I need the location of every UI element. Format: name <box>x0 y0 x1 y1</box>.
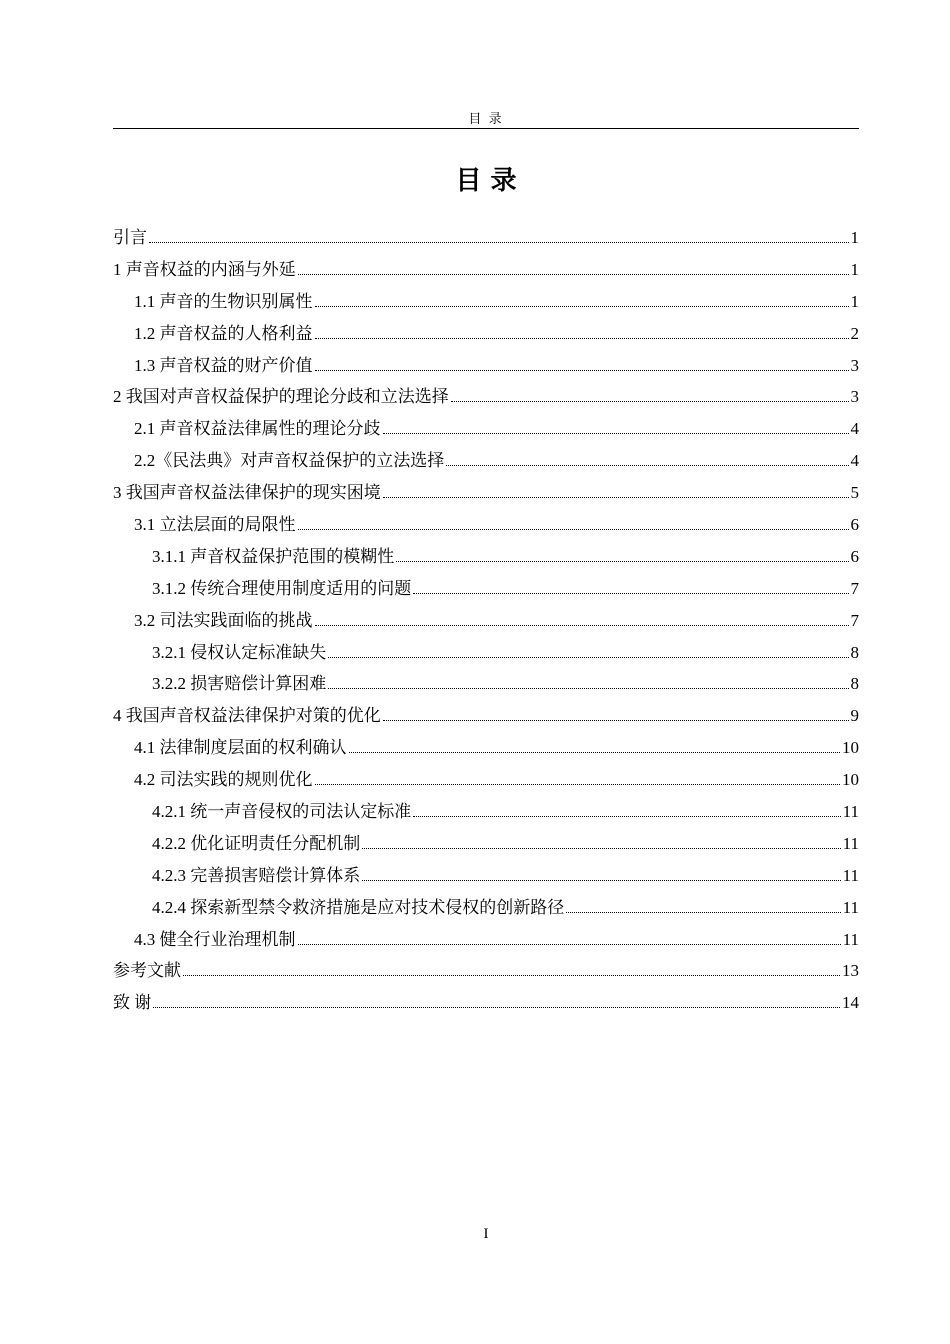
toc-dot-leader <box>383 497 849 498</box>
toc-entry-text: 3.2 司法实践面临的挑战 <box>134 610 313 630</box>
toc-dot-leader <box>315 625 849 626</box>
toc-dot-leader <box>413 816 840 817</box>
page-title: 目 录 <box>455 166 517 196</box>
toc-dot-leader <box>298 944 841 945</box>
toc-entry-text: 2.1 声音权益法律属性的理论分歧 <box>134 419 381 439</box>
toc-page-number: 13 <box>842 961 859 981</box>
page-number: I <box>483 1226 489 1242</box>
toc-entry-text: 1 声音权益的内涵与外延 <box>113 259 296 279</box>
toc-page-number: 8 <box>850 674 859 694</box>
toc-dot-leader <box>183 975 840 976</box>
toc-page-number: 11 <box>842 929 859 949</box>
toc-entry[interactable] <box>113 352 859 384</box>
toc-entry[interactable] <box>113 957 859 989</box>
toc-entry-text: 4.2.4 探索新型禁令救济措施是应对技术侵权的创新路径 <box>152 897 565 917</box>
toc-dot-leader <box>153 1007 840 1008</box>
toc-page-number: 4 <box>850 419 859 439</box>
toc-entry-text: 1.1 声音的生物识别属性 <box>134 291 313 311</box>
toc-dot-leader <box>362 880 840 881</box>
toc-entry[interactable] <box>113 383 859 415</box>
toc-entry-text: 4.2 司法实践的规则优化 <box>134 770 313 790</box>
running-header: 目 录 <box>468 111 504 126</box>
toc-entry[interactable] <box>113 607 859 639</box>
toc-dot-leader <box>383 720 849 721</box>
toc-entry[interactable] <box>113 320 859 352</box>
toc-entry[interactable] <box>113 575 859 607</box>
toc-page-number: 7 <box>850 610 859 630</box>
toc-entry-text: 3 我国声音权益法律保护的现实困境 <box>113 483 381 503</box>
toc-dot-leader <box>315 370 849 371</box>
toc-entry-text: 4.2.2 优化证明责任分配机制 <box>152 833 361 853</box>
toc-entry[interactable] <box>113 702 859 734</box>
toc-entry[interactable] <box>113 447 859 479</box>
toc-entry[interactable] <box>113 830 859 862</box>
toc-entry[interactable] <box>113 894 859 926</box>
toc-entry[interactable] <box>113 224 859 256</box>
table-of-contents <box>113 224 859 1021</box>
toc-entry-text: 3.1 立法层面的局限性 <box>134 515 296 535</box>
toc-page-number: 3 <box>850 387 859 407</box>
toc-page-number: 1 <box>850 259 859 279</box>
toc-page-number: 6 <box>850 546 859 566</box>
toc-page-number: 10 <box>842 738 859 758</box>
toc-page-number: 11 <box>842 897 859 917</box>
toc-entry[interactable] <box>113 288 859 320</box>
toc-page-number: 11 <box>842 833 859 853</box>
toc-dot-leader <box>413 593 848 594</box>
toc-entry[interactable] <box>113 639 859 671</box>
toc-entry-text: 引言 <box>113 228 147 247</box>
toc-dot-leader <box>396 561 848 562</box>
toc-entry[interactable] <box>113 479 859 511</box>
toc-dot-leader <box>451 401 849 402</box>
toc-entry[interactable] <box>113 734 859 766</box>
toc-page-number: 11 <box>842 802 859 822</box>
toc-entry-text: 4.1 法律制度层面的权利确认 <box>134 738 347 758</box>
toc-entry-text: 2.2《民法典》对声音权益保护的立法选择 <box>134 451 445 471</box>
toc-dot-leader <box>328 688 848 689</box>
toc-entry-text: 3.1.1 声音权益保护范围的模糊性 <box>152 546 395 566</box>
toc-dot-leader <box>446 465 848 466</box>
toc-dot-leader <box>315 784 841 785</box>
toc-page-number: 3 <box>850 355 859 375</box>
toc-entry[interactable] <box>113 415 859 447</box>
toc-page-number: 9 <box>850 706 859 726</box>
toc-entry-text: 3.1.2 传统合理使用制度适用的问题 <box>152 578 412 598</box>
toc-page-number: 2 <box>850 323 859 343</box>
toc-dot-leader <box>149 242 849 243</box>
toc-page-number: 1 <box>850 228 859 247</box>
toc-entry[interactable] <box>113 670 859 702</box>
header-rule <box>113 128 859 129</box>
toc-entry-text: 1.3 声音权益的财产价值 <box>134 355 313 375</box>
toc-entry-text: 3.2.1 侵权认定标准缺失 <box>152 642 327 662</box>
toc-entry-text: 2 我国对声音权益保护的理论分歧和立法选择 <box>113 387 449 407</box>
toc-entry-text: 致 谢 <box>113 993 152 1013</box>
toc-page-number: 14 <box>842 993 859 1013</box>
toc-entry-text: 4.2.1 统一声音侵权的司法认定标准 <box>152 802 412 822</box>
toc-dot-leader <box>566 912 840 913</box>
toc-entry[interactable] <box>113 989 859 1021</box>
toc-page-number: 10 <box>842 770 859 790</box>
toc-page-number: 11 <box>842 865 859 885</box>
toc-page-number: 6 <box>850 515 859 535</box>
toc-entry-text: 4 我国声音权益法律保护对策的优化 <box>113 706 381 726</box>
toc-entry[interactable] <box>113 926 859 958</box>
toc-page-number: 7 <box>850 578 859 598</box>
toc-entry[interactable] <box>113 543 859 575</box>
toc-dot-leader <box>362 848 840 849</box>
toc-entry[interactable] <box>113 798 859 830</box>
toc-page-number: 8 <box>850 642 859 662</box>
toc-dot-leader <box>315 338 849 339</box>
toc-dot-leader <box>298 274 849 275</box>
toc-entry[interactable] <box>113 256 859 288</box>
toc-dot-leader <box>298 529 849 530</box>
toc-entry-text: 1.2 声音权益的人格利益 <box>134 323 313 343</box>
toc-entry-text: 4.2.3 完善损害赔偿计算体系 <box>152 865 361 885</box>
toc-entry-text: 4.3 健全行业治理机制 <box>134 929 296 949</box>
toc-entry[interactable] <box>113 511 859 543</box>
toc-dot-leader <box>328 657 848 658</box>
toc-dot-leader <box>315 306 849 307</box>
toc-entry-text: 3.2.2 损害赔偿计算困难 <box>152 674 327 694</box>
toc-entry[interactable] <box>113 862 859 894</box>
toc-page-number: 1 <box>850 291 859 311</box>
toc-page-number: 5 <box>850 483 859 503</box>
toc-page-number: 4 <box>850 451 859 471</box>
toc-entry-text: 参考文献 <box>113 961 181 981</box>
toc-entry[interactable] <box>113 766 859 798</box>
toc-dot-leader <box>349 752 841 753</box>
toc-dot-leader <box>383 433 849 434</box>
